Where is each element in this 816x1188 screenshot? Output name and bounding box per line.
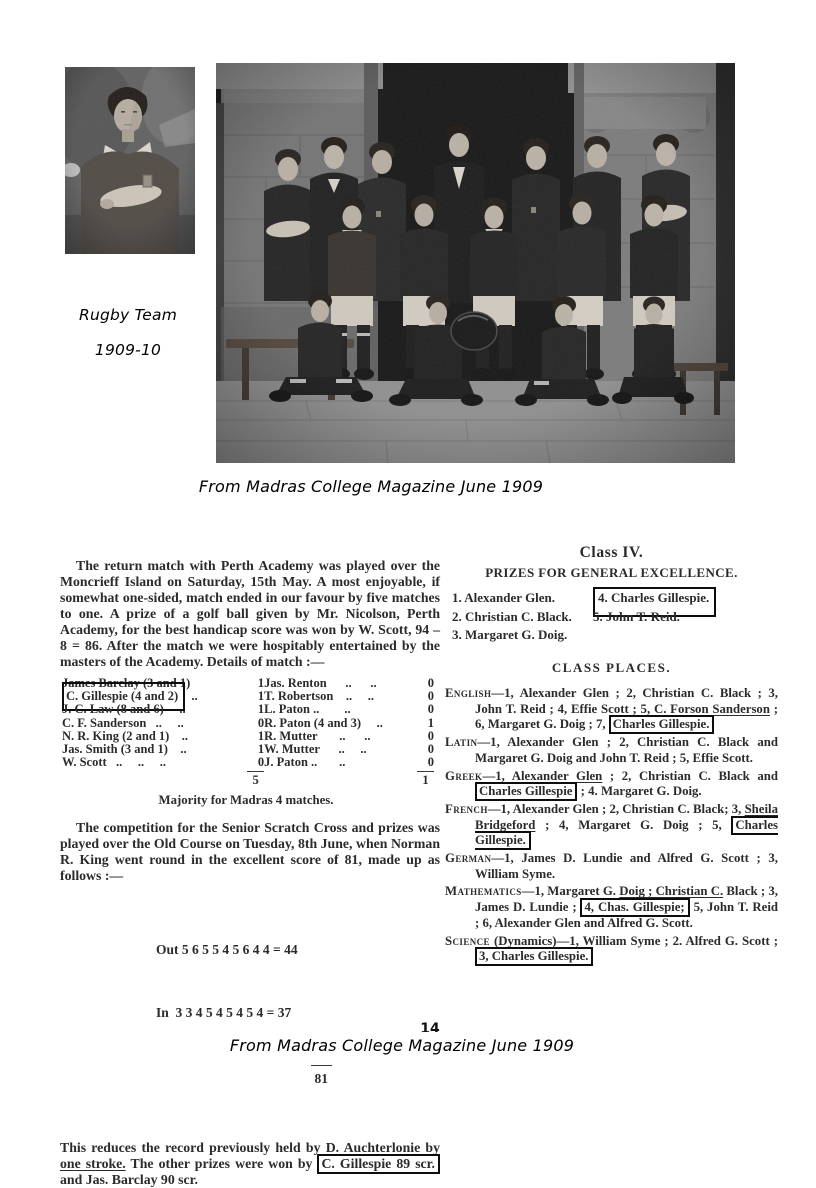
away-score: 0 xyxy=(427,742,434,757)
match-report-paragraph: The return match with Perth Academy was played over the Moncrieff Island on Saturday, 15th May. A most enjoyable, if somewhat one-sided, match ended in our favour by five matches to one. A prize of a golf ball given by Mr. Nicolson, Perth Academy, for the best handicap score was won by W. Scott, 94 – 8 = 86. After the match we were hospitably entertained by the masters of the Academy. Details of match :— xyxy=(60,558,440,669)
away-player: T. Robertson .. .. xyxy=(264,689,374,704)
home-score: 0 xyxy=(257,755,265,770)
prize-item: 2. Christian C. Black. xyxy=(452,608,572,624)
portrait-caption-line2: 1909-10 xyxy=(94,341,162,359)
home-player: W. Scott .. .. .. xyxy=(62,755,167,770)
text-segment: (Dynamics)—1, William Syme ; 2. Alfred G. Scott ; xyxy=(489,933,778,948)
subject-name: English xyxy=(445,686,492,700)
home-score: 1 xyxy=(257,689,265,704)
subject-entry xyxy=(445,686,778,733)
text-segment: — xyxy=(482,768,496,783)
portrait-caption xyxy=(53,306,203,359)
subject-entry xyxy=(445,769,778,800)
class-heading: Class IV. xyxy=(579,544,644,561)
subject-name: Greek xyxy=(445,768,483,783)
underlined-text: Doig ; Christian C. xyxy=(619,884,724,899)
team-photo-graphic xyxy=(216,63,735,463)
text-segment: and Jas. Barclay 90 scr. xyxy=(60,1171,198,1187)
text-segment: ; 2, Christian C. Black and xyxy=(602,768,778,783)
record-paragraph xyxy=(60,1140,440,1188)
away-total: 1 xyxy=(417,771,434,787)
prizes-heading: PRIZES FOR GENERAL EXCELLENCE. xyxy=(485,565,738,580)
away-player: J. Paton .. .. xyxy=(264,755,346,770)
prizes-left-list xyxy=(452,589,572,645)
portrait-photo xyxy=(65,67,195,254)
text-segment: 5, John T. Reid ; 6, Alexander Glen and Alfred G. Scott. xyxy=(475,900,778,930)
prize-item xyxy=(593,589,716,608)
text-segment: —1, Margaret G. xyxy=(521,884,620,899)
score-in-line: In 3 3 4 5 4 5 4 5 4 = 37 xyxy=(156,1004,292,1020)
match-row xyxy=(62,756,434,769)
home-total: 5 xyxy=(247,771,264,787)
match-totals-row xyxy=(62,769,434,787)
prizes-list xyxy=(445,589,778,648)
annotation-highlight-box: 4, Chas. Gillespie; xyxy=(580,898,689,917)
annotation-highlight-box: Charles Gillespie xyxy=(475,782,577,801)
underlined-text: Auchterlonie by one stroke. xyxy=(60,1139,440,1171)
away-score: 0 xyxy=(427,755,434,770)
annotation-highlight-box: Charles Gillespie. xyxy=(609,715,715,734)
home-player: J. C. Law (8 and 6) .. xyxy=(62,702,186,717)
portrait-caption-line1: Rugby Team xyxy=(78,306,178,324)
text-segment: The other prizes were won by xyxy=(125,1155,318,1171)
text-segment: Black ; 3, James D. Lundie ; xyxy=(475,884,778,915)
portrait-photo-graphic xyxy=(65,67,195,254)
home-player: James Barclay (3 and 1) xyxy=(62,676,191,690)
home-score: 1 xyxy=(257,742,265,757)
away-score: 1 xyxy=(427,715,434,730)
score-total: 81 xyxy=(311,1065,333,1089)
annotation-highlight-box: C. Gillespie 89 scr. xyxy=(317,1154,440,1174)
prize-item: 3. Margaret G. Doig. xyxy=(452,627,568,642)
away-score: 0 xyxy=(427,702,434,717)
home-player: C. F. Sanderson .. .. xyxy=(62,715,184,730)
away-player: L. Paton .. .. xyxy=(264,702,351,717)
subject-entry xyxy=(445,735,778,766)
scan-left-column xyxy=(60,558,440,1188)
home-score: 0 xyxy=(257,715,265,730)
text-segment: —1, Alexander Glen ; 2, Christian C. Black; 3, xyxy=(487,801,745,816)
home-score: 1 xyxy=(257,728,265,743)
text-segment: ; 4, Margaret G. Doig ; 5, xyxy=(535,817,732,832)
golf-scorecard xyxy=(156,897,440,1131)
page-number: 14 xyxy=(420,1021,440,1032)
underlined-text: Sheila Bridgeford xyxy=(475,801,778,832)
class-places-subjects xyxy=(445,686,778,965)
annotation-highlight-box: Charles Gillespie. xyxy=(475,816,778,851)
text-segment: ; 4. Margaret G. Doig. xyxy=(577,784,702,799)
scan-right-column xyxy=(445,544,778,967)
match-row xyxy=(62,717,434,730)
score-out-line: Out 5 6 5 5 4 5 6 4 4 = 44 xyxy=(156,941,298,957)
subject-entry xyxy=(445,884,778,931)
away-score: 0 xyxy=(427,676,434,690)
annotation-highlight-box: C. Gillespie (4 and 2) xyxy=(62,682,185,711)
underlined-text: 1, Alexander Glen xyxy=(495,768,603,783)
subject-name: Latin xyxy=(445,735,478,750)
text-segment: —1, Alexander Glen ; 2, Christian C. Black and Margaret G. Doig and John T. Reid ; 5, Effie Scott. xyxy=(475,735,778,765)
home-player: Jas. Smith (3 and 1) .. xyxy=(62,742,187,757)
prizes-right-list xyxy=(593,589,716,626)
annotation-highlight-box: 3, Charles Gillespie. xyxy=(475,947,593,966)
prize-item: 5. John T. Reid. xyxy=(593,608,680,624)
subject-name: Science xyxy=(445,933,490,948)
subject-entry xyxy=(445,934,778,965)
home-player: C. Gillespie (4 and 2) .. xyxy=(62,690,240,703)
home-score: 1 xyxy=(257,676,265,690)
match-results-table xyxy=(62,677,434,788)
match-row xyxy=(62,703,434,716)
subject-name: French xyxy=(445,801,488,816)
away-score: 0 xyxy=(427,728,434,743)
bottom-caption: From Madras College Magazine June 1909 xyxy=(229,1036,575,1055)
underlined-text: C. Forson Sanderson xyxy=(653,701,770,716)
subject-entry xyxy=(445,851,778,882)
prize-item: 1. Alexander Glen. xyxy=(452,590,556,605)
annotation-highlight-box: 4. Charles Gillespie. xyxy=(593,587,716,617)
team-photo xyxy=(216,63,735,463)
away-player: R. Mutter .. .. xyxy=(264,728,371,743)
subject-name: German xyxy=(445,851,492,866)
score-total-line xyxy=(156,1065,332,1089)
away-player: Jas. Renton .. .. xyxy=(264,676,377,690)
away-player: R. Paton (4 and 3) .. xyxy=(264,715,383,730)
text-segment: —1, James D. Lundie and Alfred G. Scott ; 3, William Syme. xyxy=(475,851,778,881)
class-places-heading: CLASS PLACES. xyxy=(551,660,672,675)
text-segment: This reduces the record previously held by D. xyxy=(60,1139,344,1155)
home-score: 1 xyxy=(257,702,265,717)
majority-line: Majority for Madras 4 matches. xyxy=(158,792,334,807)
text-segment: ; 6, Margaret G. Doig ; 7, xyxy=(475,701,778,732)
subject-name: Mathematics xyxy=(445,884,522,899)
team-photo-caption: From Madras College Magazine June 1909 xyxy=(198,477,544,496)
home-player: N. R. King (2 and 1) .. xyxy=(62,728,189,743)
golf-competition-paragraph: The competition for the Senior Scratch Cross and prizes was played over the Old Course on Tuesday, 8th June, when Norman R. King went round in the excellent score of 81, made up as follows :— xyxy=(60,819,440,883)
away-player: W. Mutter .. .. xyxy=(264,742,367,757)
subject-entry xyxy=(445,802,778,849)
away-score: 0 xyxy=(427,689,434,704)
text-segment: —1, Alexander Glen ; 2, Christian C. Black ; 3, John T. Reid ; 4, Effie Scott ; 5, xyxy=(475,686,778,716)
